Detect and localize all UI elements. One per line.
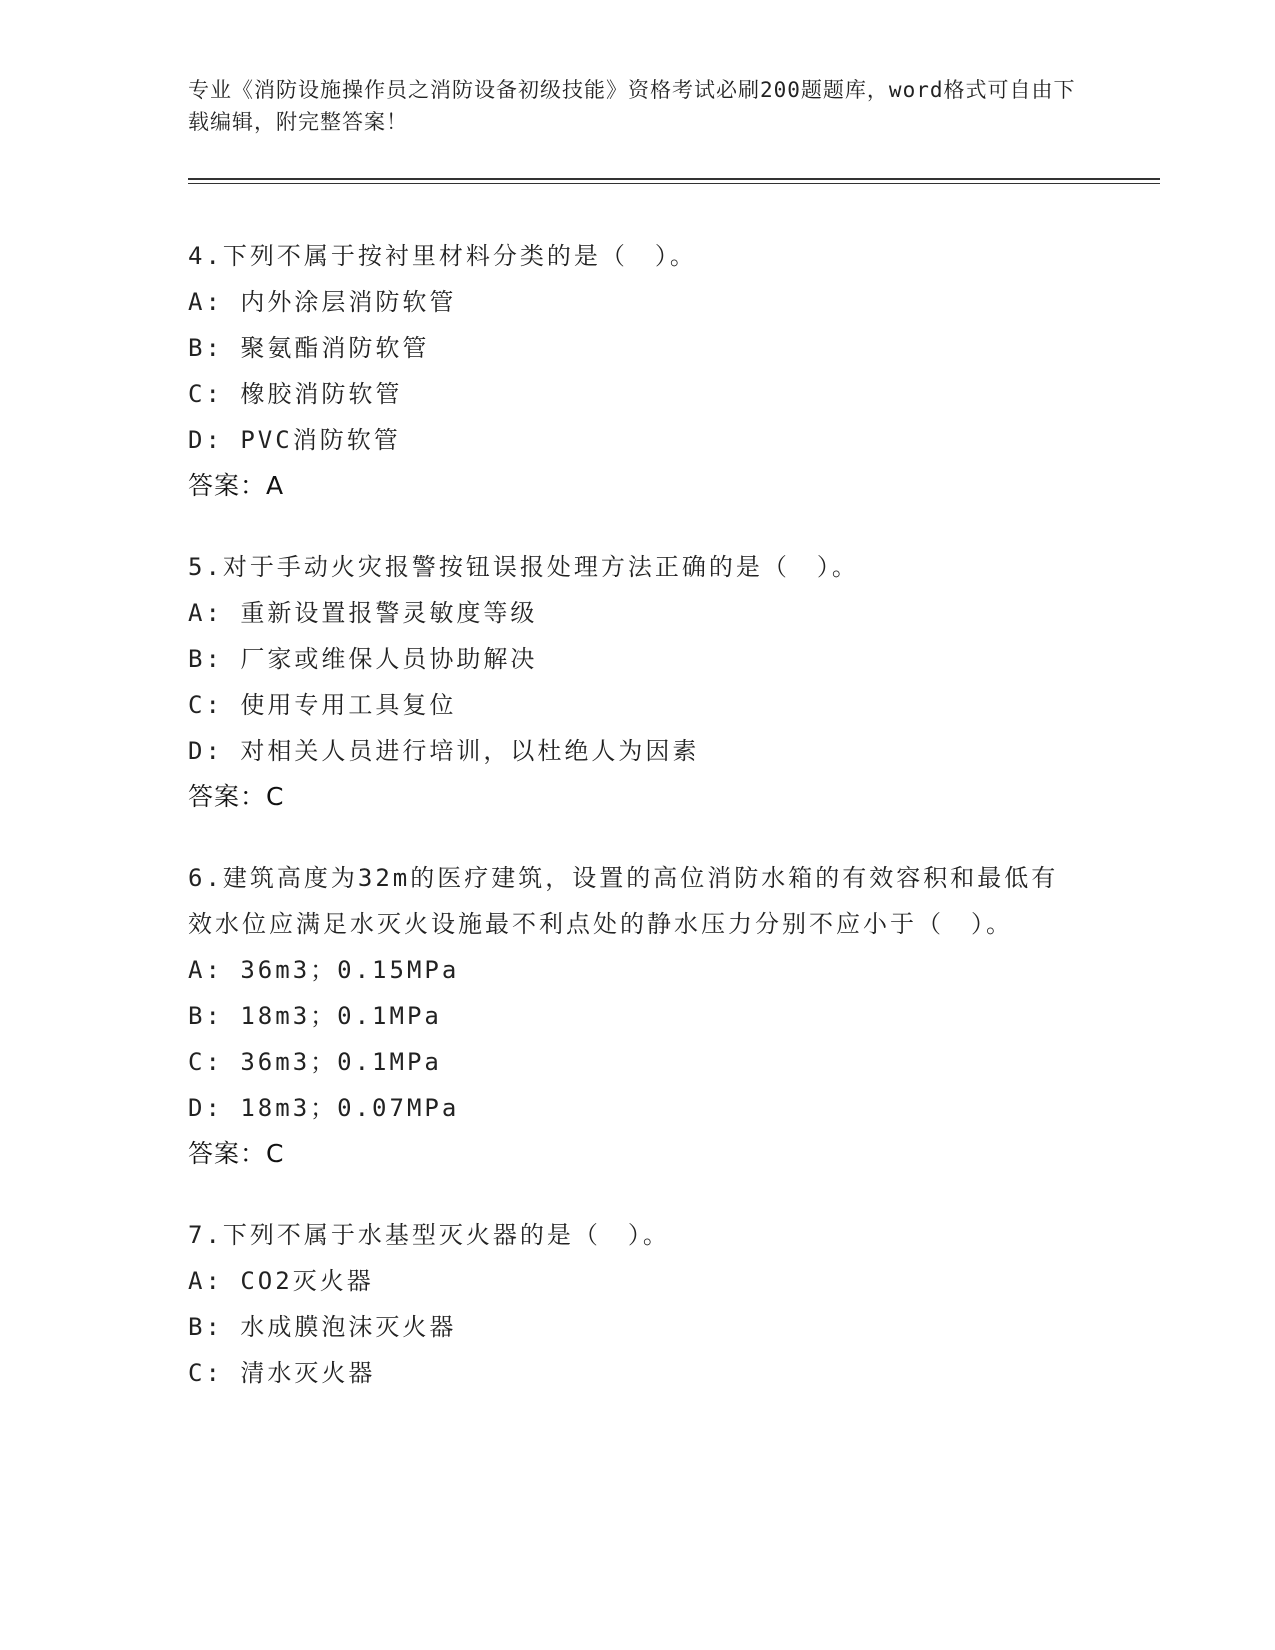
option-a: A: CO2灭火器 bbox=[188, 1267, 374, 1295]
option-b: B: 18m3；0.1MPa bbox=[188, 1002, 442, 1030]
question-5 bbox=[188, 544, 1088, 820]
answer-label: 答案：C bbox=[188, 782, 285, 811]
question-4 bbox=[188, 233, 1088, 509]
question-stem: 7.下列不属于水基型灭火器的是（ ）。 bbox=[188, 1221, 670, 1249]
question-stem: 6.建筑高度为32m的医疗建筑，设置的高位消防水箱的有效容积和最低有效水位应满足水灭火设施最不利点处的静水压力分别不应小于（ ）。 bbox=[188, 864, 1059, 938]
question-7 bbox=[188, 1212, 1088, 1396]
option-c: C: 橡胶消防软管 bbox=[188, 380, 403, 408]
question-stem: 5.对于手动火灾报警按钮误报处理方法正确的是（ ）。 bbox=[188, 553, 859, 581]
option-b: B: 水成膜泡沫灭火器 bbox=[188, 1313, 457, 1341]
option-c: C: 使用专用工具复位 bbox=[188, 691, 457, 719]
option-a: A: 重新设置报警灵敏度等级 bbox=[188, 599, 538, 627]
question-6 bbox=[188, 855, 1088, 1177]
question-list bbox=[188, 233, 1088, 1431]
option-c: C: 清水灭火器 bbox=[188, 1359, 376, 1387]
answer-label: 答案：A bbox=[188, 471, 285, 500]
option-a: A: 36m3；0.15MPa bbox=[188, 956, 460, 984]
option-d: D: 对相关人员进行培训，以杜绝人为因素 bbox=[188, 737, 700, 765]
document-intro: 专业《消防设施操作员之消防设备初级技能》资格考试必刷200题题库，word格式可自由下载编辑，附完整答案！ bbox=[188, 78, 1076, 134]
header-rule-thick bbox=[188, 178, 1160, 180]
option-b: B: 聚氨酯消防软管 bbox=[188, 334, 430, 362]
option-a: A: 内外涂层消防软管 bbox=[188, 288, 457, 316]
option-d: D: PVC消防软管 bbox=[188, 426, 401, 454]
answer-label: 答案：C bbox=[188, 1139, 285, 1168]
header-rule-thin bbox=[188, 183, 1160, 184]
option-d: D: 18m3；0.07MPa bbox=[188, 1094, 460, 1122]
option-c: C: 36m3；0.1MPa bbox=[188, 1048, 442, 1076]
question-stem: 4.下列不属于按衬里材料分类的是（ ）。 bbox=[188, 242, 697, 270]
option-b: B: 厂家或维保人员协助解决 bbox=[188, 645, 538, 673]
